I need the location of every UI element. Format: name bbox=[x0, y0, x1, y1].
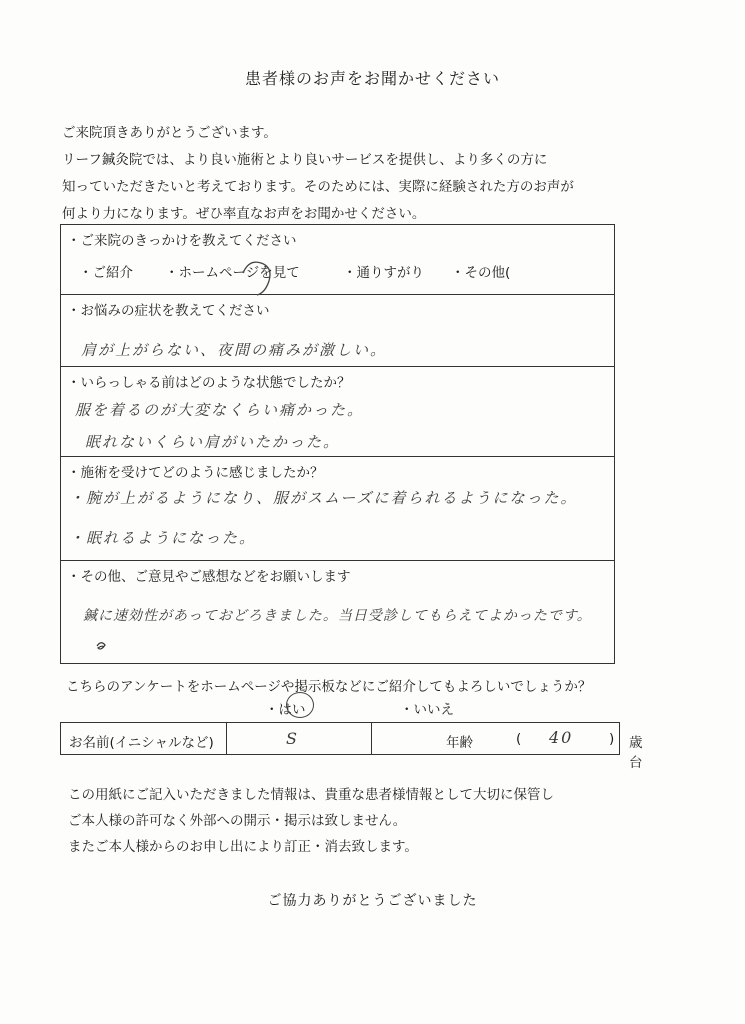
section-title: ・ご来院のきっかけを教えてください bbox=[67, 233, 297, 249]
privacy-line: この用紙にご記入いただきました情報は、貴重な患者様情報として大切に保管し bbox=[68, 787, 554, 803]
section-comments bbox=[61, 561, 614, 665]
handwritten-answer: 肩が上がらない、夜間の痛みが激しい。 bbox=[81, 341, 388, 359]
age-unit: 歳台 bbox=[629, 735, 643, 771]
section-after bbox=[61, 457, 614, 561]
yes-circle-mark bbox=[286, 692, 314, 718]
name-value[interactable]: S bbox=[286, 729, 299, 748]
name-label: お名前(イニシャルなど) bbox=[69, 735, 214, 751]
privacy-notice bbox=[68, 782, 554, 860]
section-before bbox=[61, 367, 614, 457]
name-age-table bbox=[60, 722, 643, 771]
intro-line: リーフ鍼灸院では、より良い施術とより良いサービスを提供し、より多くの方に bbox=[62, 152, 548, 168]
consent-yes-option[interactable]: ・はい bbox=[265, 702, 306, 718]
option-other[interactable]: ・その他( bbox=[451, 265, 511, 281]
section-title: ・いらっしゃる前はどのような状態でしたか？ bbox=[67, 375, 351, 391]
age-value[interactable]: 40 bbox=[549, 728, 574, 747]
survey-table bbox=[60, 224, 615, 664]
thanks-text: ご協力ありがとうございました bbox=[267, 893, 478, 909]
cell-divider bbox=[371, 723, 372, 754]
age-label: 年齢 bbox=[446, 735, 473, 751]
consent-no-option[interactable]: ・いいえ bbox=[400, 702, 454, 718]
handwritten-answer: 眠れないくらい肩がいたかった。 bbox=[85, 433, 341, 451]
consent-question: こちらのアンケートをホームページや掲示板などにご紹介してもよろしいでしょうか？ bbox=[66, 679, 592, 695]
section-title: ・その他、ご意見やご感想などをお願いします bbox=[67, 569, 351, 585]
section-title: ・施術を受けてどのように感じましたか？ bbox=[67, 465, 324, 481]
age-paren-open: ( bbox=[516, 731, 522, 747]
intro-line: ご来院頂きありがとうございます。 bbox=[62, 125, 277, 141]
check-circle-mark bbox=[239, 253, 279, 297]
section-reason bbox=[61, 225, 614, 295]
ink-scribble-mark bbox=[95, 640, 107, 652]
section-title: ・お悩みの症状を教えてください bbox=[67, 303, 270, 319]
handwritten-answer: ・眠れるようになった。 bbox=[69, 529, 257, 547]
form-title: 患者様のお声をお聞かせください bbox=[244, 69, 500, 88]
intro-line: 何より力になります。ぜひ率直なお声をお聞かせください。 bbox=[62, 206, 426, 222]
handwritten-answer: 鍼に速効性があっておどろきました。当日受診してもらえてよかったです。 bbox=[83, 608, 592, 624]
handwritten-answer: 服を着るのが大変なくらい痛かった。 bbox=[75, 401, 365, 419]
section-symptoms bbox=[61, 295, 614, 367]
option-referral[interactable]: ・ご紹介 bbox=[79, 265, 133, 281]
intro-line: 知っていただきたいと考えております。そのためには、実際に経験された方のお声が bbox=[62, 179, 574, 195]
privacy-line: ご本人様の許可なく外部への開示・掲示は致しません。 bbox=[68, 813, 407, 829]
privacy-line: またご本人様からのお申し出により訂正・消去致します。 bbox=[68, 839, 418, 855]
cell-divider bbox=[226, 723, 227, 754]
intro-text bbox=[62, 120, 574, 228]
handwritten-answer: ・腕が上がるようになり、服がスムーズに着られるようになった。 bbox=[69, 489, 578, 507]
age-paren-close: ) bbox=[609, 731, 615, 747]
option-passing[interactable]: ・通りすがり bbox=[343, 265, 424, 281]
option-homepage[interactable]: ・ホームページを見て bbox=[165, 265, 300, 281]
